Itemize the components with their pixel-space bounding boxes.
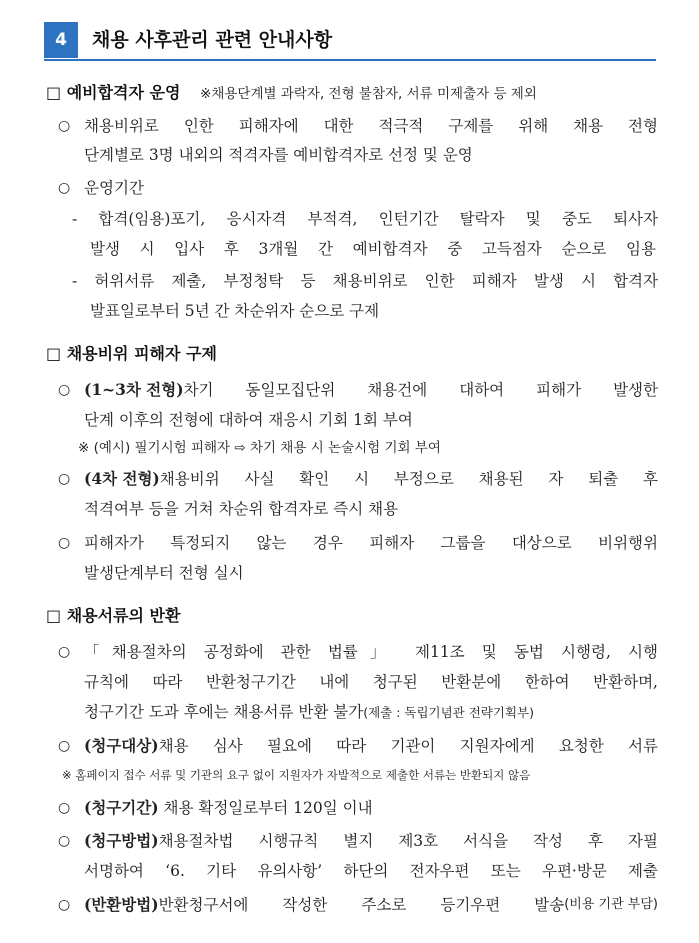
subsection-note: ※채용단계별 과락자, 전형 불참자, 서류 미제출자 등 제외: [200, 86, 537, 102]
line-text: 채용 확정일로부터 120일 이내: [158, 799, 373, 817]
line-text: 청구기간 도과 후에는 채용서류 반환 불가: [84, 703, 364, 721]
bold-label: (청구대상): [84, 736, 159, 755]
line-small-text: (비용 기관 부담): [564, 897, 658, 912]
dash-item-line: 발생 시 입사 후 3개월 간 예비합격자 중 고득점자 순으로 임용: [90, 240, 656, 258]
bold-label: (청구기간): [84, 798, 159, 817]
bullet-icon: ○: [58, 897, 71, 913]
dash-item-line: 발표일로부터 5년 간 차순위자 순으로 구제: [90, 302, 380, 320]
paragraph-line: [84, 378, 658, 402]
paragraph-line: 피해자가 특정되지 않는 경우 피해자 그룹을 대상으로 비위행위: [84, 534, 658, 552]
dash-item-line: - 허위서류 제출, 부정청탁 등 채용비위로 인한 피해자 발생 시 합격자: [72, 272, 658, 290]
bullet-icon: ○: [58, 535, 71, 551]
paragraph-line: [84, 467, 658, 491]
paragraph-line: 서명하여 ‘6. 기타 유의사항’ 하단의 전자우편 또는 우편·방문 제출: [84, 862, 658, 880]
section-number: 4: [44, 22, 78, 58]
line-small-text: (제출 : 독립기념관 전략기획부): [363, 705, 534, 720]
bullet-icon: ○: [58, 644, 71, 660]
note-line: ※ 홈페이지 접수 서류 및 기관의 요구 없이 지원자가 자발적으로 제출한 서류는 반환되지 않음: [62, 768, 531, 782]
bullet-icon: ○: [58, 118, 71, 134]
paragraph-line: 채용비위로 인한 피해자에 대한 적극적 구제를 위해 채용 전형: [84, 117, 658, 135]
paragraph-line: [84, 734, 658, 758]
bullet-icon: ○: [58, 471, 71, 487]
bold-label: (4차 전형): [84, 469, 160, 488]
section-header: [44, 20, 656, 60]
paragraph-line: [84, 700, 534, 725]
paragraph-line: [84, 796, 373, 820]
bold-label: (반환방법): [84, 895, 159, 914]
line-text: 채용 심사 필요에 따라 기관이 지원자에게 요청한 서류: [158, 737, 658, 755]
paragraph-line: 단계별로 3명 내외의 적격자를 예비합격자로 선정 및 운영: [84, 146, 473, 164]
bullet-icon: ○: [58, 382, 71, 398]
section-title: 채용 사후관리 관련 안내사항: [92, 29, 333, 51]
line-text: 차기 동일모집단위 채용건에 대하여 피해가 발생한: [183, 381, 658, 399]
paragraph-line: 단계 이후의 전형에 대하여 재응시 기회 1회 부여: [84, 411, 413, 429]
bullet-icon: ○: [58, 180, 71, 196]
header-divider: [44, 59, 656, 61]
paragraph-line: [84, 829, 658, 853]
line-text: 채용비위 사실 확인 시 부정으로 채용된 자 퇴출 후: [159, 470, 658, 488]
dash-item-line: - 합격(임용)포기, 응시자격 부적격, 인턴기간 탈락자 및 중도 퇴사자: [72, 210, 658, 228]
paragraph-line: [84, 893, 658, 917]
note-line: ※ (예시) 필기시험 피해자 ⇨ 차기 채용 시 논술시험 기회 부여: [78, 440, 441, 456]
subsection-title-text: □ 예비합격자 운영: [46, 83, 181, 102]
line-text: 반환청구서에 작성한 주소로 등기우편 발송: [158, 896, 565, 914]
paragraph-line: 규칙에 따라 반환청구기간 내에 청구된 반환분에 한하여 반환하며,: [84, 673, 658, 691]
paragraph-line: 발생단계부터 전형 실시: [84, 564, 244, 582]
line-text: 채용절차법 시행규칙 별지 제3호 서식을 작성 후 자필: [158, 832, 658, 850]
subsection-title-victim: □ 채용비위 피해자 구제: [46, 344, 217, 363]
subsection-title-reserve: [46, 81, 537, 106]
bullet-icon: ○: [58, 833, 71, 849]
paragraph-line: 「채용절차의 공정화에 관한 법률」 제11조 및 동법 시행령, 시행: [84, 643, 658, 661]
paragraph-line: 운영기간: [84, 179, 144, 197]
paragraph-line: 적격여부 등을 거쳐 차순위 합격자로 즉시 채용: [84, 500, 399, 518]
subsection-title-return: □ 채용서류의 반환: [46, 606, 181, 625]
bold-label: (1~3차 전형): [84, 380, 184, 399]
bullet-icon: ○: [58, 800, 71, 816]
bold-label: (청구방법): [84, 831, 159, 850]
bullet-icon: ○: [58, 738, 71, 754]
